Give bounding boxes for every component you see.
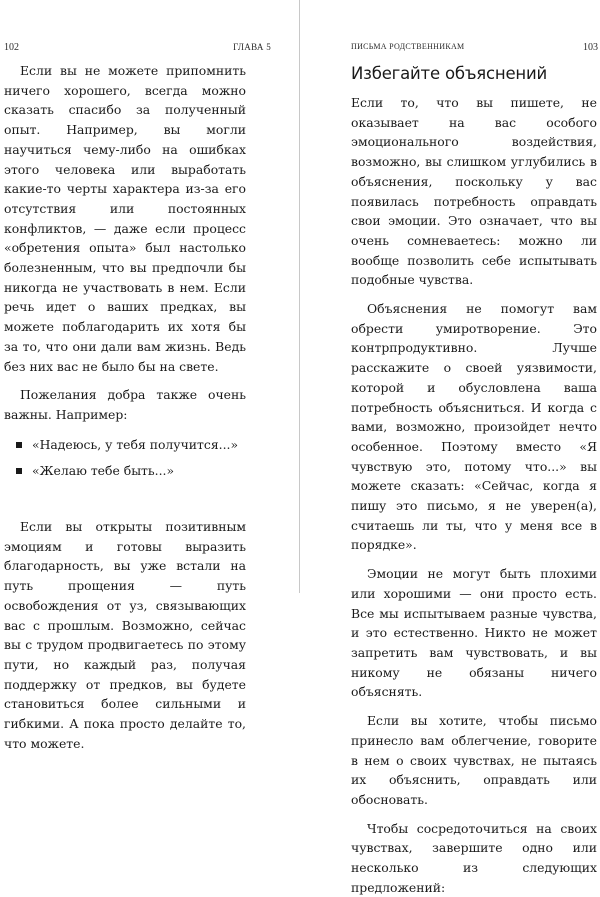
list-item <box>4 435 246 455</box>
paragraph: Если вы хотите, чтобы письмо принесло вам облегчение, говорите в нем о своих чувствах, не пытаясь их объяснить, оправдать или обосновать. <box>351 713 597 807</box>
wishes-list <box>4 435 246 481</box>
right-page <box>301 0 600 895</box>
paragraph: Если вы не можете припомнить ничего хорошего, всегда можно сказать спасибо за полученный опыт. Например, вы могли научиться чему-либо на ошибках этого человека или выработать какие-то черты характера из-за его отсутствия или постоянных конфликтов, — даже если процесс «обретения опыта» был настолько болезненным, что вы предпочли бы никогда не участвовать в нем. Если речь идет о ваших предках, вы можете поблагодарить их хотя бы за то, что они дали вам жизнь. Ведь без них вас не было бы на свете. <box>4 63 246 374</box>
list-item-text: «Надеюсь, у тебя получится...» <box>32 436 239 452</box>
left-page <box>0 0 299 751</box>
right-page-text <box>351 61 597 897</box>
paragraph: Если то, что вы пишете, не оказывает на вас особого эмоционального воздействия, возможно, вы слишком углубились в объяснения, поскольку у вас появилась потребность оправдать свои эмоции. Это означает, что вы очень сомневаетесь: можно ли вообще позволить себе испытывать подобные чувства. <box>351 95 597 288</box>
paragraph: Эмоции не могут быть плохими или хорошими — они просто есть. Все мы испытываем разные чувства, и это естественно. Никто не может запретить вам чувствовать, и вы никому не обязаны ничего объяснять. <box>351 566 597 700</box>
running-head-right: ПИСЬМА РОДСТВЕННИКАМ <box>351 42 465 51</box>
square-bullet-icon <box>16 468 22 474</box>
paragraph: Чтобы сосредоточиться на своих чувствах, завершите одно или несколько из следующих предложений: <box>351 820 597 895</box>
list-item-text: «Желаю тебе быть...» <box>32 463 175 479</box>
running-head-left: ГЛАВА 5 <box>233 42 271 52</box>
page-gutter <box>299 0 300 593</box>
list-item <box>4 461 246 481</box>
square-bullet-icon <box>16 442 22 448</box>
paragraph: Если вы открыты позитивным эмоциям и готовы выразить благодарность, вы уже встали на путь прощения — путь освобождения от уз, связывающих вас с прошлым. Возможно, сейчас вы с трудом продвигаетесь по этому пути, но каждый раз, получая поддержку от предков, вы будете становиться более сильными и гибкими. А пока просто делайте то, что можете. <box>4 519 246 751</box>
left-page-text <box>4 61 246 754</box>
paragraph: Пожелания добра также очень важны. Например: <box>4 387 246 422</box>
paragraph: Объяснения не помогут вам обрести умиротворение. Это контрпродуктивно. Лучше расскажите о своей уязвимости, которой и обусловлена ваша потребность объясниться. И когда с вами, возможно, произойдет нечто особенное. Поэтому вместо «Я чувствую это, потому что...» вы можете сказать: «Сейчас, когда я пишу это письмо, я не уверен(а), считаешь ли ты, что у меня все в порядке». <box>351 301 597 553</box>
page-number-right: 103 <box>583 42 598 53</box>
section-heading: Избегайте объяснений <box>351 64 548 83</box>
page-number-left: 102 <box>4 42 19 53</box>
